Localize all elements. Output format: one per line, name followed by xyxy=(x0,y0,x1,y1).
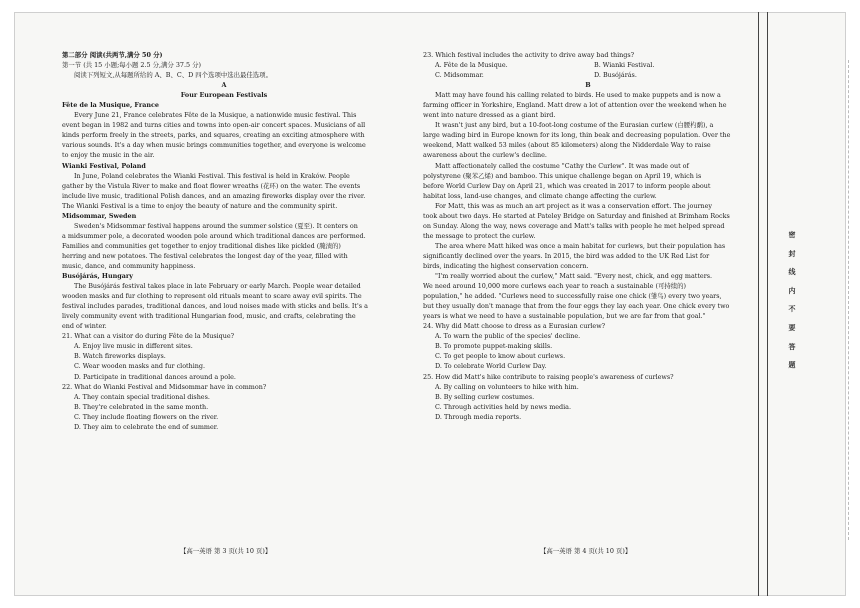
passage-line: The area where Matt hiked was once a main habitat for curlews, but their population has xyxy=(435,241,726,250)
seal-char: 不 xyxy=(788,304,796,314)
passage-line: It wasn't just any bird, but a 10-foot-long costume of the Eurasian curlew (白腰杓鹬), a xyxy=(435,121,714,130)
passage-line: herring and new potatoes. The festival celebrates the longest day of the year, filled with xyxy=(62,251,348,260)
passage-line: end of winter. xyxy=(62,322,107,331)
passage-line: Every June 21, France celebrates Fête de la Musique, a nationwide music festival. This xyxy=(74,111,357,120)
option-24-c: C. To get people to know about curlews. xyxy=(435,352,566,361)
page-footer-right: 【高一英语 第 4 页(共 10 页)】 xyxy=(540,547,632,555)
passage-line: farming officer in Yorkshire, England. Matt drew a lot of attention over the weekend when he xyxy=(423,101,727,110)
passage-line: birds, indicating the highest conservation concern. xyxy=(423,261,589,270)
passage-line: significantly declined over the years. In 2015, the bird was added to the UK Red List for xyxy=(423,251,710,260)
option-22-d: D. They aim to celebrate the end of summer. xyxy=(74,422,219,431)
option-22-b: B. They're celebrated in the same month. xyxy=(74,402,209,411)
passage-line: Families and communities get together to enjoy traditional dishes like pickled (腌渍的) xyxy=(62,241,341,250)
option-25-d: D. Through media reports. xyxy=(435,412,522,421)
question-23-stem: 23. Which festival includes the activity to drive away bad things? xyxy=(423,51,635,59)
passage-line: the message to protect the curlew. xyxy=(423,231,536,240)
passage-line: The Busójárás festival takes place in late February or early March. People wear detailed xyxy=(74,282,361,291)
question-21-stem: 21. What can a visitor do during Fête de la Musique? xyxy=(62,332,235,341)
passage-line: Sweden's Midsommar festival happens around the summer solstice (夏至). It centers on xyxy=(74,221,358,230)
seal-char: 要 xyxy=(788,322,796,332)
passage-line: In June, Poland celebrates the Wianki Festival. This festival is held in Kraków. People xyxy=(74,171,350,180)
seal-char: 题 xyxy=(788,360,796,370)
festival-heading: Busójárás, Hungary xyxy=(62,272,133,281)
option-22-c: C. They include floating flowers on the river. xyxy=(74,412,219,421)
passage-line: festival includes parades, traditional dances, and loud noises made with sticks and bells. It's a xyxy=(62,302,368,311)
instruction: 阅读下列短文,从每题所给的 A、B、C、D 四个选项中选出最佳选项。 xyxy=(74,71,272,80)
passage-line: habitat loss, land-use changes, and climate change affecting the curlew. xyxy=(423,191,657,200)
part-title: 第二部分 阅读(共两节,满分 50 分) xyxy=(62,51,163,59)
passage-line: event began in 1982 and turns cities and towns into open-air concert spaces. Musicians of all xyxy=(62,121,366,130)
seal-line-notice xyxy=(786,230,798,379)
passage-line: lively community event with traditional Hungarian food, music, and crafts, celebrating the xyxy=(62,312,356,321)
passage-line: took about two days. He started at Pateley Bridge on Saturday and finished at Brimham Rocks xyxy=(423,211,730,220)
passage-line: a midsummer pole, a decorated wooden pole around which traditional dances are performed. xyxy=(62,231,366,240)
passage-line: gather by the Vistula River to make and float flower wreaths (花环) on the water. The events xyxy=(62,181,361,190)
passage-line: polystyrene (聚苯乙烯) and bamboo. This unique challenge began on April 19, which is xyxy=(423,171,702,180)
option-21-b: B. Watch fireworks displays. xyxy=(74,352,166,361)
options-23-row-1 xyxy=(423,60,753,70)
cut-line xyxy=(848,60,849,540)
option-24-a: A. To warn the public of the species' decline. xyxy=(435,332,581,341)
option-22-a: A. They contain special traditional dishes. xyxy=(74,392,210,401)
seal-char: 封 xyxy=(788,248,796,258)
passage-line: went into nature dressed as a giant bird. xyxy=(423,111,556,120)
left-column xyxy=(62,50,386,432)
passage-line: For Matt, this was as much an art project as it was a conservation effort. The journey xyxy=(435,201,713,210)
option-25-b: B. By selling curlew costumes. xyxy=(435,392,535,401)
festival-heading: Fête de la Musique, France xyxy=(62,101,159,110)
passage-line: Matt affectionately called the costume "Cathy the Curlew". It was made out of xyxy=(435,161,689,170)
page-footer-left: 【高一英语 第 3 页(共 10 页)】 xyxy=(180,547,272,555)
option-25-c: C. Through activities held by news media. xyxy=(435,402,572,411)
option-23-d: D. Busójárás. xyxy=(594,71,637,80)
passage-line: music, dance, and community happiness. xyxy=(62,261,196,270)
right-column xyxy=(423,50,753,422)
passage-line: but they usually don't manage that from the four eggs they lay each year. One chick every two xyxy=(423,302,730,311)
option-23-c: C. Midsommar. xyxy=(435,71,484,80)
seal-line-border xyxy=(758,12,768,596)
option-21-c: C. Wear wooden masks and fur clothing. xyxy=(74,362,206,371)
passage-line: various sounds. It's a day when music brings communities together, and everyone is welcome xyxy=(62,141,366,150)
passage-line: to enjoy the music in the air. xyxy=(62,151,155,160)
question-25-stem: 25. How did Matt's hike contribute to raising people's awareness of curlews? xyxy=(423,372,674,381)
passage-line: awareness about the curlew's decline. xyxy=(423,151,547,160)
festival-heading: Wianki Festival, Poland xyxy=(62,161,146,170)
passage-line: large wading bird in Europe known for its long, thin beak and decreasing population. Over the xyxy=(423,131,731,140)
passage-line: population," he added. "Curlews need to successfully raise one chick (雏鸟) every two years, xyxy=(423,292,722,301)
passage-line: "I'm really worried about the curlew," Matt said. "Every nest, chick, and egg matters. xyxy=(435,272,713,281)
passage-line: Matt may have found his calling related to birds. He used to make puppets and is now a xyxy=(435,91,721,100)
passage-line: weekend, Matt walked 53 miles (about 85 kilometers) along the Nidderdale Way to raise xyxy=(423,141,711,150)
passage-letter-b: B xyxy=(585,81,591,90)
passage-letter-a: A xyxy=(221,81,227,90)
passage-line: kinds perform freely in the streets, parks, and squares, creating an exciting atmosphere with xyxy=(62,131,365,140)
passage-line: before World Curlew Day on April 21, which was created in 2017 to inform people about xyxy=(423,181,711,190)
passage-line: on Sunday. Along the way, news coverage and Matt's talks with people he met helped spread xyxy=(423,221,725,230)
option-24-b: B. To promote puppet-making skills. xyxy=(435,342,553,351)
option-21-d: D. Participate in traditional dances around a pole. xyxy=(74,372,236,381)
option-25-a: A. By calling on volunteers to hike with him. xyxy=(435,382,579,391)
passage-line: wooden masks and fur clothing to represent old rituals meant to scare away evil spirits. The xyxy=(62,292,362,301)
options-23-row-2 xyxy=(423,70,753,80)
passage-line: The Wianki Festival is a time to enjoy the beauty of nature and the community spirit. xyxy=(62,201,338,210)
passage-line: We need around 10,000 more curlews each year to reach a sustainable (可持续的) xyxy=(423,282,687,291)
passage-line: include live music, traditional Polish dances, and an amazing fireworks display over the river. xyxy=(62,191,366,200)
seal-char: 密 xyxy=(788,230,796,239)
option-23-b: B. Wianki Festival. xyxy=(594,61,655,70)
question-22-stem: 22. What do Wianki Festival and Midsommar have in common? xyxy=(62,382,267,391)
option-24-d: D. To celebrate World Curlew Day. xyxy=(435,362,547,371)
seal-char: 答 xyxy=(788,341,796,351)
seal-char: 线 xyxy=(788,267,796,277)
festival-heading: Midsommar, Sweden xyxy=(62,211,137,220)
seal-char: 内 xyxy=(788,285,796,295)
option-21-a: A. Enjoy live music in different sites. xyxy=(74,342,193,351)
question-24-stem: 24. Why did Matt choose to dress as a Eurasian curlew? xyxy=(423,322,606,331)
section-line: 第一节 (共 15 小题;每小题 2.5 分,满分 37.5 分) xyxy=(62,61,201,70)
option-23-a: A. Fête de la Musique. xyxy=(435,61,508,70)
passage-title: Four European Festivals xyxy=(180,91,268,100)
passage-line: years is what we need to have a sustainable population, but we are far from that goal." xyxy=(423,312,706,321)
